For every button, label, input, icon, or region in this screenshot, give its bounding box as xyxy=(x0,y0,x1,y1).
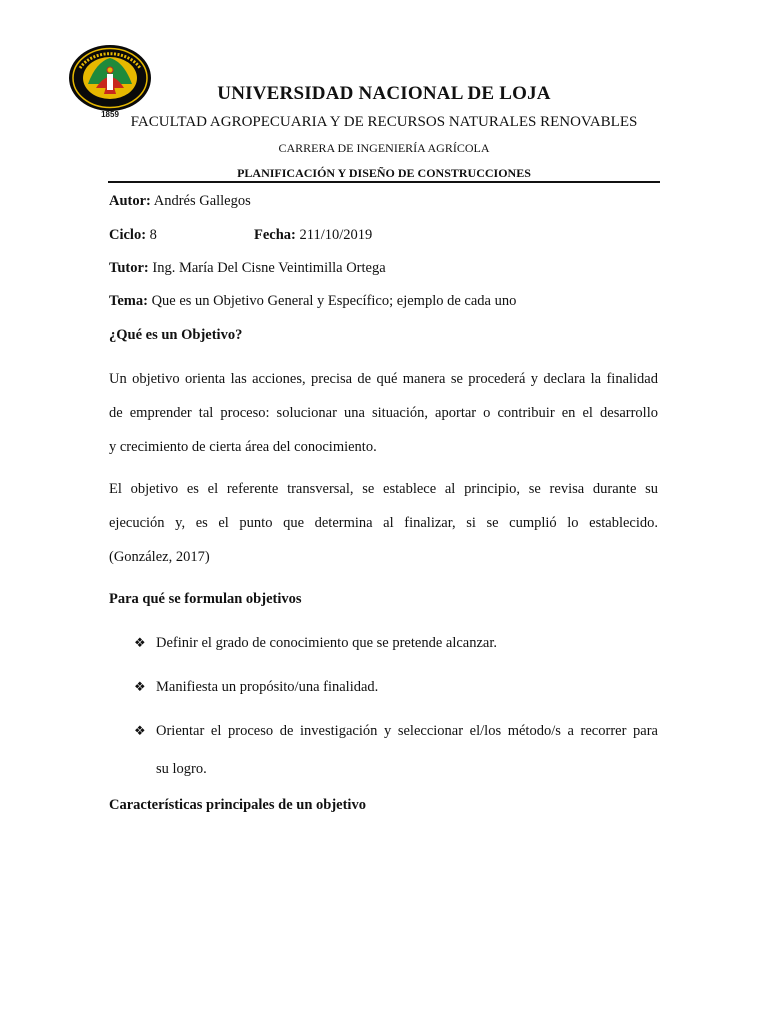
date-value: 211/10/2019 xyxy=(299,227,373,243)
topic-label: Tema: xyxy=(109,293,148,309)
date-line xyxy=(254,227,372,244)
header-divider xyxy=(108,181,660,183)
bullet-line: su logro. xyxy=(156,761,207,777)
paragraph-line: ejecución y, es el punto que determina al finalizar, si se cumplió lo establecido. xyxy=(109,515,658,531)
author-line xyxy=(109,193,251,210)
faculty-title: FACULTAD AGROPECUARIA Y DE RECURSOS NATURALES RENOVABLES xyxy=(130,114,638,130)
author-label: Autor: xyxy=(109,193,151,209)
paragraph-line: El objetivo es el referente transversal, se establece al principio, se revisa durante su xyxy=(109,481,658,497)
author-value: Andrés Gallegos xyxy=(153,193,251,209)
career-title: CARRERA DE INGENIERÍA AGRÍCOLA xyxy=(278,141,490,155)
cycle-date-line xyxy=(109,227,157,244)
section-heading-objective: ¿Qué es un Objetivo? xyxy=(109,327,243,343)
paragraph-2 xyxy=(109,472,658,574)
paragraph-line: y crecimiento de cierta área del conocimiento. xyxy=(109,439,377,455)
cycle-label: Ciclo: xyxy=(109,227,147,243)
section-heading-characteristics: Características principales de un objetivo xyxy=(109,797,366,813)
bullet-item xyxy=(156,712,658,788)
section-heading-purpose: Para qué se formulan objetivos xyxy=(109,591,302,607)
bullet-icon: ❖ xyxy=(134,723,146,738)
bullet-item xyxy=(156,624,658,662)
tutor-line xyxy=(109,260,386,277)
topic-value: Que es un Objetivo General y Específico; ejemplo de cada uno xyxy=(151,293,517,309)
university-seal-logo xyxy=(66,44,156,120)
tutor-label: Tutor: xyxy=(109,260,149,276)
bullet-line: Manifiesta un propósito/una finalidad. xyxy=(156,679,379,695)
bullet-line: Definir el grado de conocimiento que se pretende alcanzar. xyxy=(156,635,497,651)
university-title: UNIVERSIDAD NACIONAL DE LOJA xyxy=(217,83,551,104)
subject-title: PLANIFICACIÓN Y DISEÑO DE CONSTRUCCIONES xyxy=(237,166,531,180)
date-label: Fecha: xyxy=(254,227,296,243)
paragraph-line: de emprender tal proceso: solucionar una situación, aportar o contribuir en el desarrollo xyxy=(109,405,658,421)
topic-line xyxy=(109,293,516,310)
cycle-value: 8 xyxy=(149,227,157,243)
bullet-line: Orientar el proceso de investigación y seleccionar el/los método/s a recorrer para xyxy=(156,723,658,739)
bullet-icon: ❖ xyxy=(134,635,146,650)
paragraph-line: Un objetivo orienta las acciones, precisa de qué manera se procederá y declara la finalidad xyxy=(109,371,658,387)
bullet-item xyxy=(156,668,658,706)
bullet-icon: ❖ xyxy=(134,679,146,694)
logo-year: 1859 xyxy=(101,110,119,119)
tutor-value: Ing. María Del Cisne Veintimilla Ortega xyxy=(152,260,386,276)
paragraph-line: (González, 2017) xyxy=(109,549,210,565)
paragraph-1 xyxy=(109,362,658,464)
